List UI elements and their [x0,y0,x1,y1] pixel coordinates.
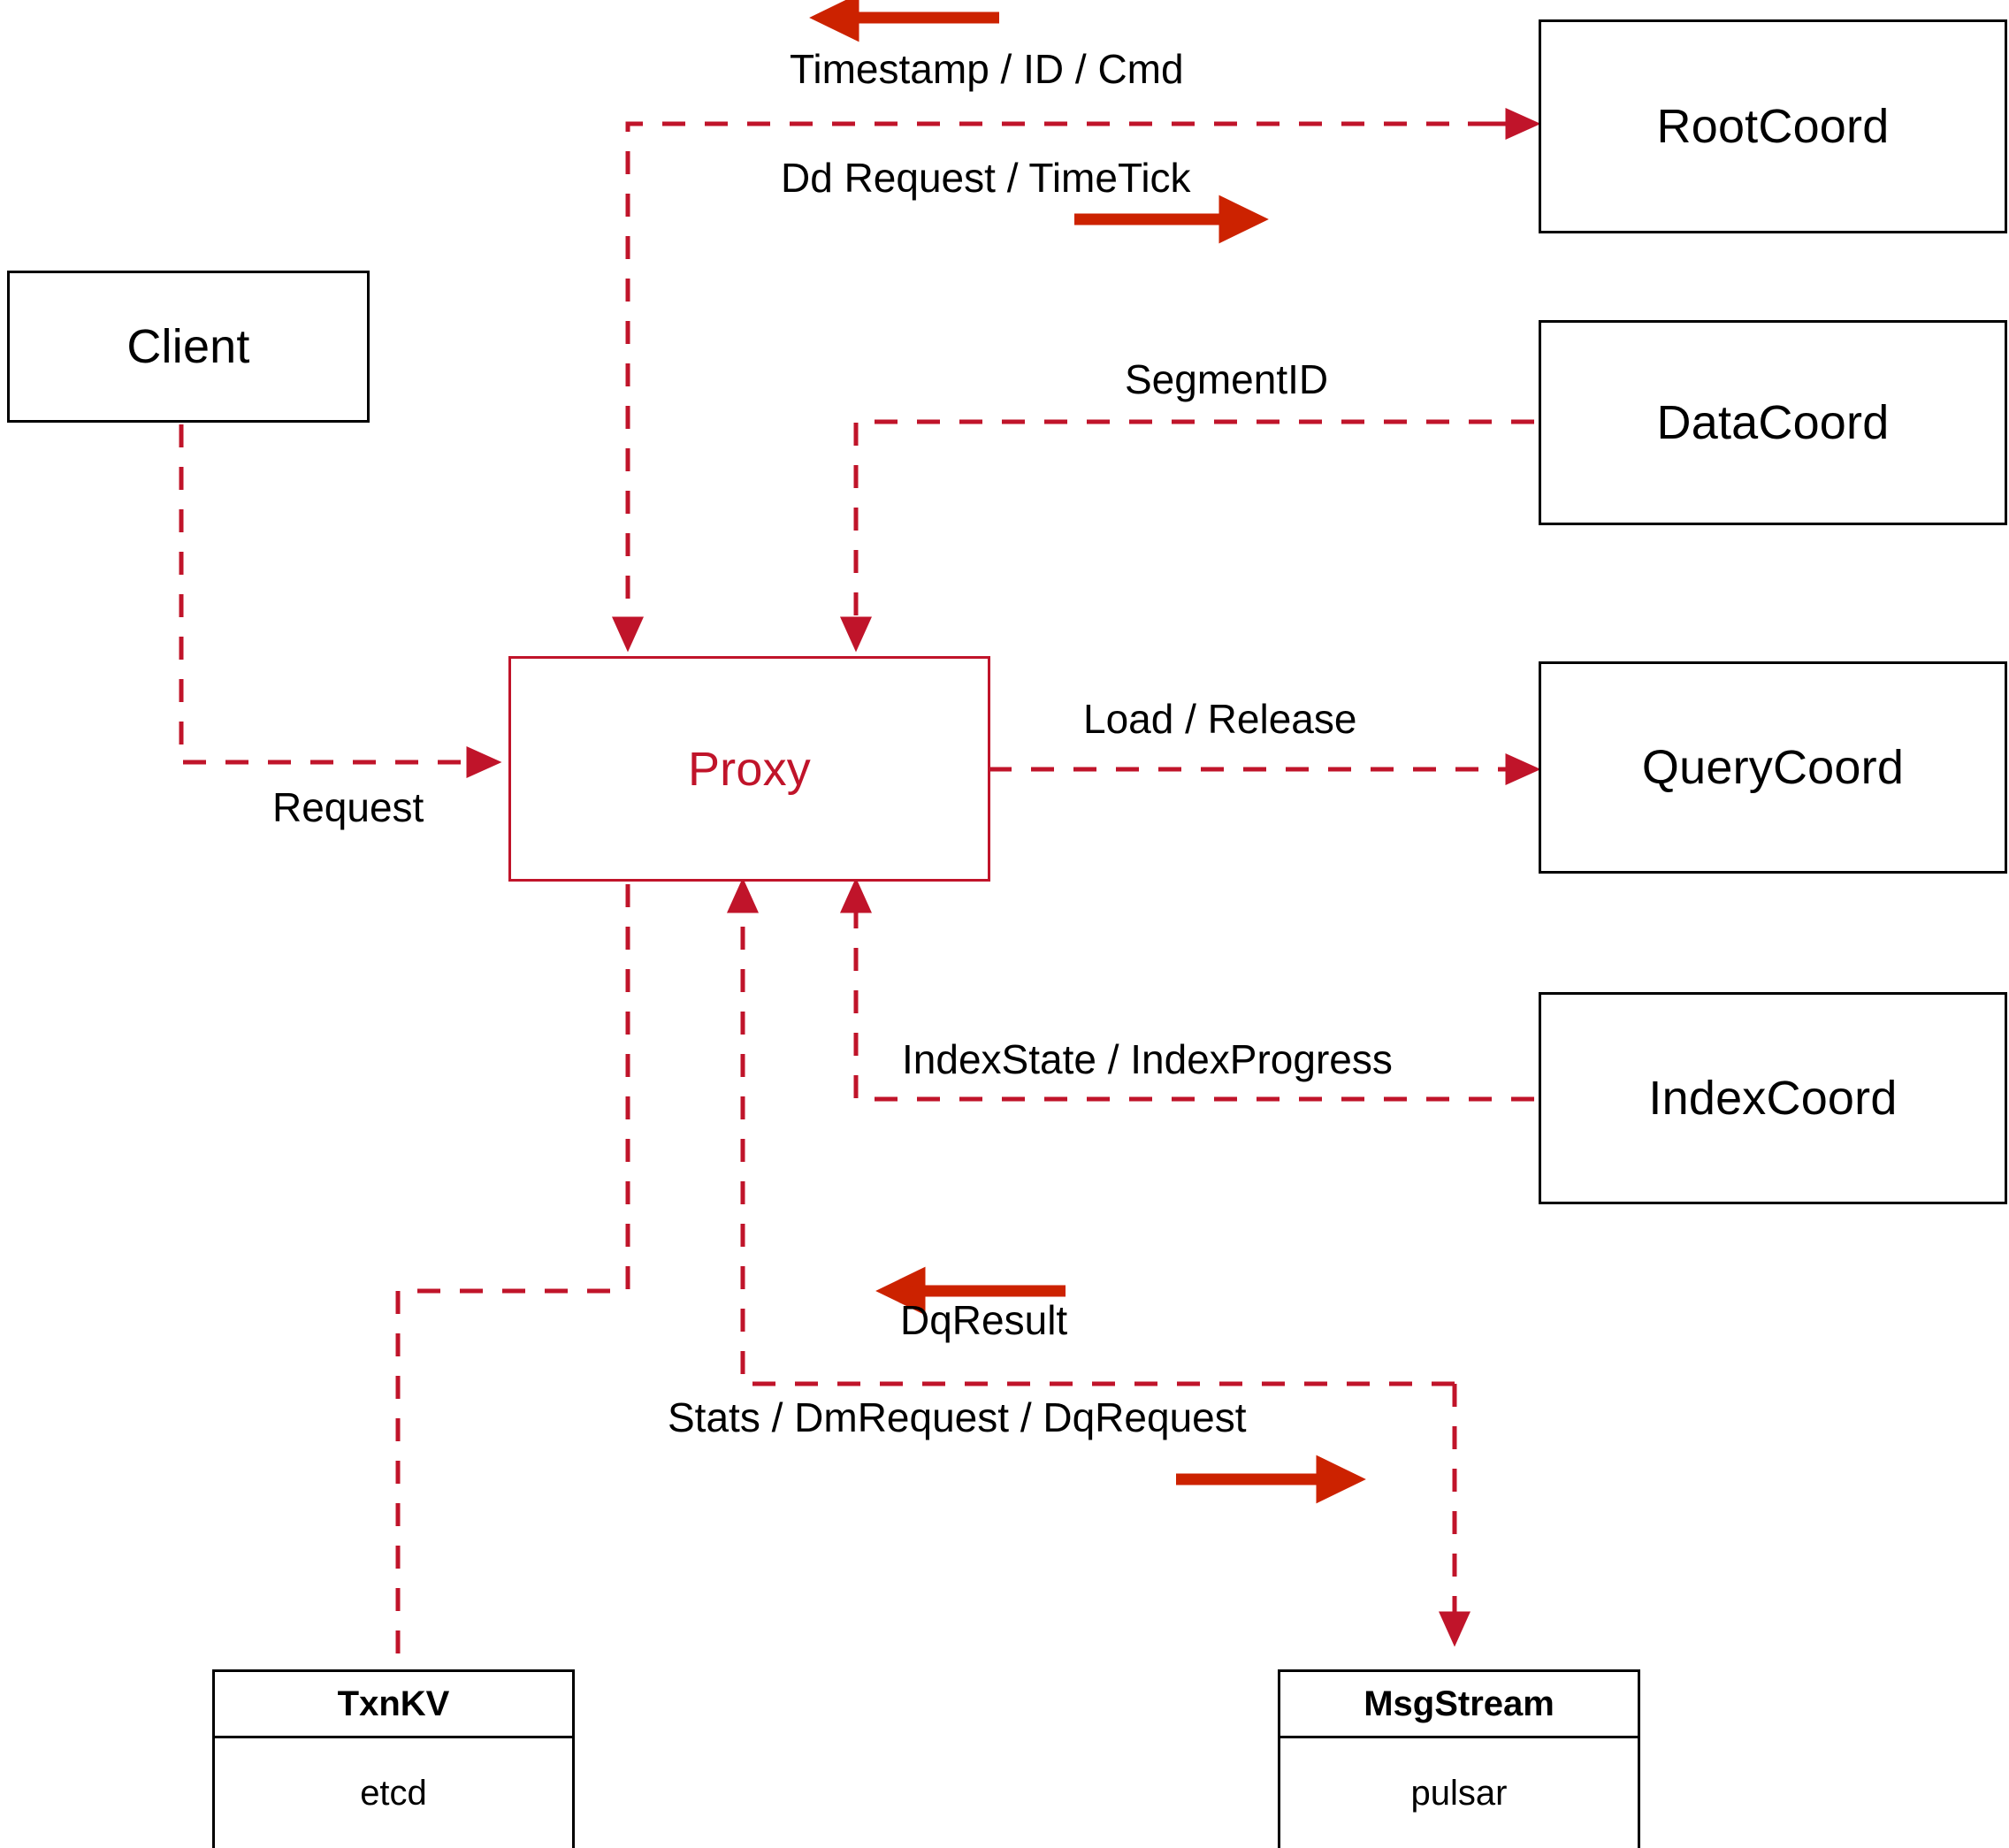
edge-label-segmentid: SegmentID [1125,356,1329,402]
store-txnkv[interactable] [212,1669,575,1848]
node-proxy[interactable] [508,656,990,882]
node-client[interactable] [7,271,370,423]
edge-label-dqresult: DqResult [900,1297,1068,1343]
store-msgstream-body: pulsar [1410,1773,1508,1813]
edge-label-load-release: Load / Release [1083,696,1357,742]
node-datacoord[interactable] [1539,320,2007,525]
edge-label-stats-dmrequest-dqrequest: Stats / DmRequest / DqRequest [668,1394,1247,1440]
edge-label-indexstate-indexprogress: IndexState / IndexProgress [902,1036,1393,1082]
node-rootcoord-label: RootCoord [1656,100,1890,153]
node-client-label: Client [126,320,250,373]
store-msgstream[interactable] [1278,1669,1640,1848]
edge-label-timestamp-id-cmd: Timestamp / ID / Cmd [790,46,1184,92]
store-txnkv-title: TxnKV [215,1672,572,1738]
node-indexcoord-label: IndexCoord [1648,1072,1898,1125]
node-indexcoord[interactable] [1539,992,2007,1204]
node-proxy-label: Proxy [687,742,812,796]
node-querycoord-label: QueryCoord [1641,741,1905,794]
edge-label-request: Request [272,784,424,830]
node-querycoord[interactable] [1539,661,2007,874]
node-datacoord-label: DataCoord [1656,396,1890,449]
node-rootcoord[interactable] [1539,19,2007,233]
edge-label-dd-request-timetick: Dd Request / TimeTick [781,155,1191,201]
store-txnkv-body: etcd [360,1773,427,1813]
store-msgstream-title: MsgStream [1280,1672,1638,1738]
